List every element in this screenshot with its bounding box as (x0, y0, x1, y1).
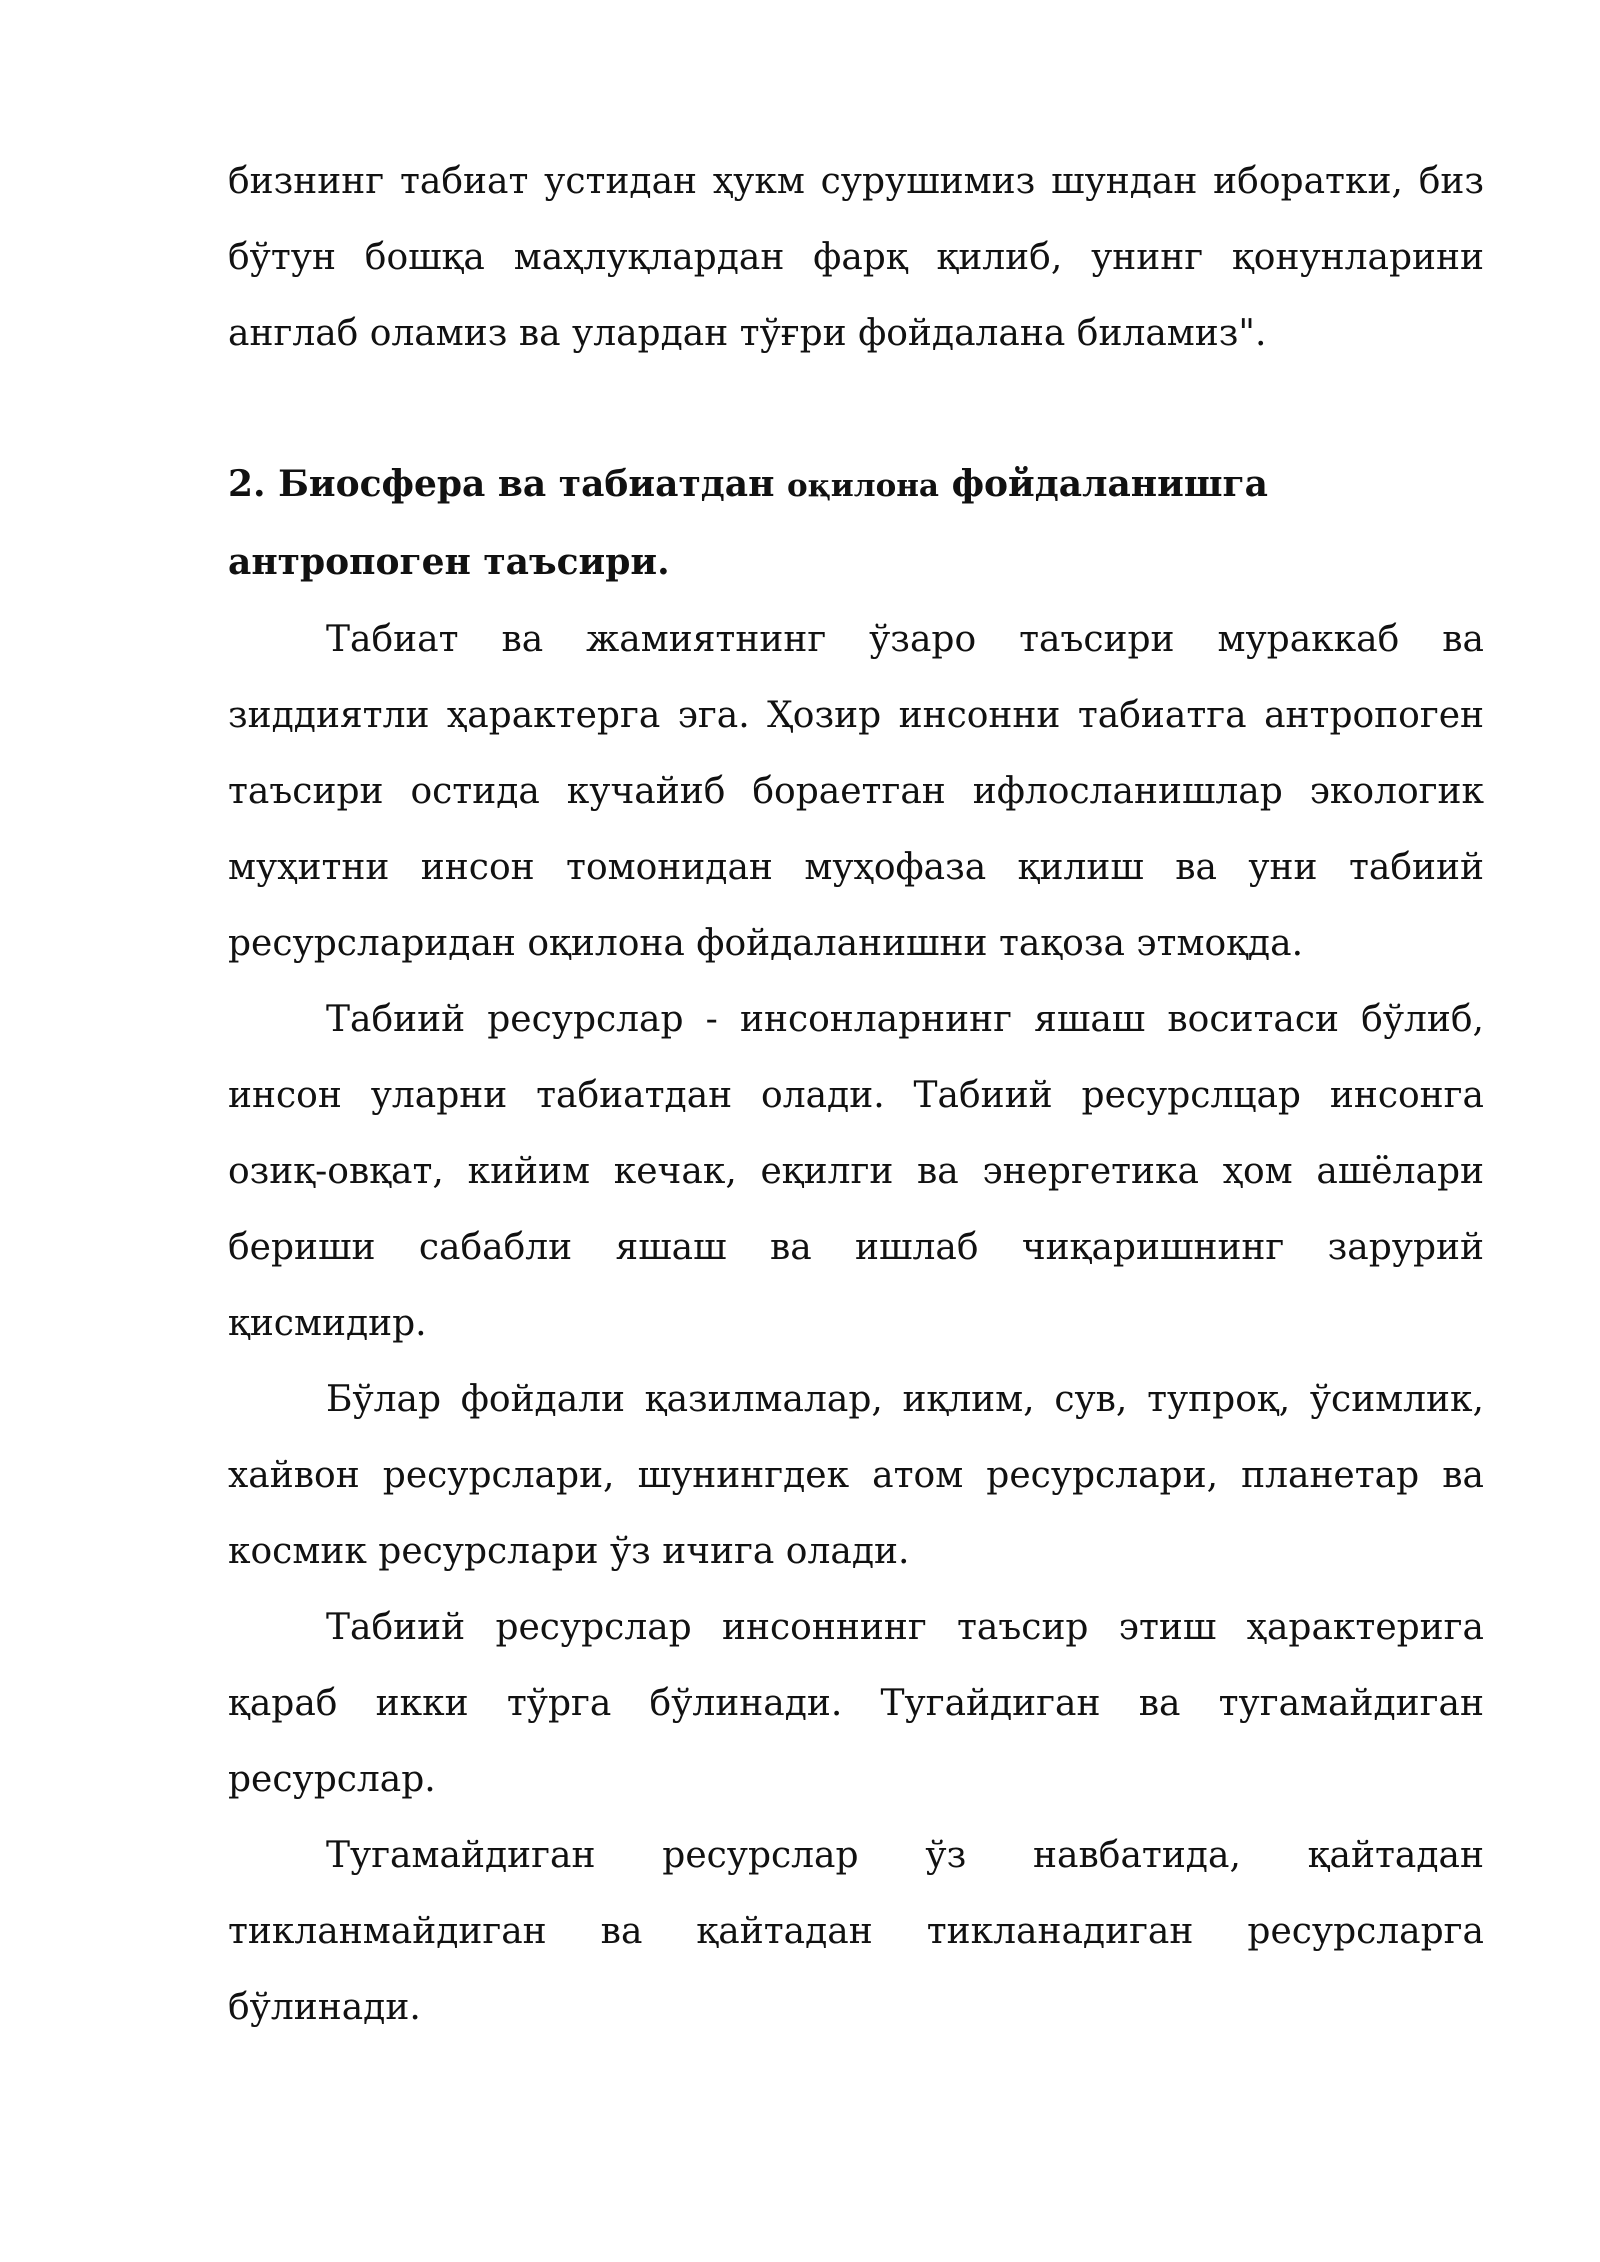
body-paragraph: Табиий ресурслар - инсонларнинг яшаш воситаси бўлиб, инсон уларни табиатдан олади. Табиий ресурслцар инсонга озиқ-овқат, кийим кечак, еқилги ва энергетика ҳом ашёлари бериши сабабли яшаш ва ишлаб чиқаришнинг зарурий қисмидир. (228, 999, 1484, 1344)
body-text (228, 602, 1484, 2046)
body-paragraph: Табиат ва жамиятнинг ўзаро таъсири мураккаб ва зиддиятли ҳарактерга эга. Ҳозир инсонни табиатга антропоген таъсири остида кучайиб бораетган ифлосланишлар экологик муҳитни инсон томонидан муҳофаза қилиш ва уни табиий ресурсларидан оқилона фойдаланишни тақоза этмоқда. (228, 619, 1484, 964)
body-paragraph: Табиий ресурслар инсоннинг таъсир этиш ҳарактерига қараб икки тўрга бўлинади. Тугайдиган ва тугамайдиган ресурслар. (228, 1607, 1484, 1800)
heading-part-1: 2. Биосфера ва табиатдан (228, 463, 787, 505)
heading-part-2: оқилона (786, 468, 940, 504)
section-heading-line-2: антропоген таъсири. (228, 541, 670, 583)
body-paragraph: Тугамайдиган ресурслар ўз навбатида, қайтадан тикланмайдиган ва қайтадан тикланадиган ресурсларга бўлинади. (228, 1835, 1484, 2028)
heading-part-3: фойдаланишга (939, 463, 1268, 505)
body-paragraph: Бўлар фойдали қазилмалар, иқлим, сув, тупроқ, ўсимлик, хайвон ресурслари, шунингдек атом ресурслари, планетар ва космик ресурслари ўз ичига олади. (228, 1379, 1484, 1572)
section-heading-line-1 (228, 446, 1484, 524)
intro-paragraph-block (228, 144, 1484, 372)
intro-paragraph: бизнинг табиат устидан ҳукм сурушимиз шундан иборатки, биз бўтун бошқа маҳлуқлардан фарқ қилиб, унинг қонунларини англаб оламиз ва улардан тўғри фойдалана биламиз". (228, 161, 1484, 354)
section-heading (228, 446, 1484, 600)
